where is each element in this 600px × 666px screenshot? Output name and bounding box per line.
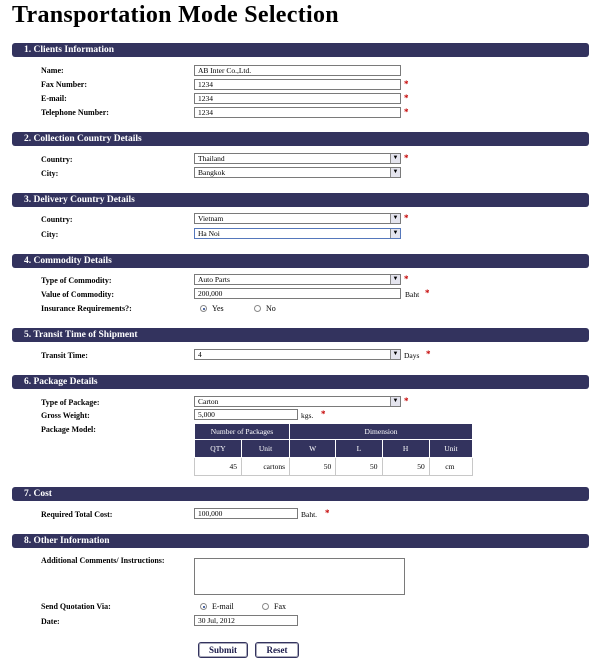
delivery-country-select[interactable]: Vietnam ▼	[194, 213, 401, 224]
section-header-package: 6. Package Details	[12, 375, 589, 389]
transit-time-select[interactable]: 4 ▼	[194, 349, 401, 360]
delivery-city-label: City:	[41, 230, 59, 239]
section-header-clients: 1. Clients Information	[12, 43, 589, 57]
comments-label: Additional Comments/ Instructions:	[41, 556, 165, 565]
fax-input[interactable]: 1234	[194, 79, 401, 90]
column-header: Unit	[429, 440, 472, 458]
required-marker: *	[425, 288, 430, 298]
section-header-cost: 7. Cost	[12, 487, 589, 501]
table-cell[interactable]: 50	[336, 458, 382, 476]
fax-label: Fax Number:	[41, 80, 87, 89]
insurance-yes-radio[interactable]	[200, 305, 207, 312]
total-cost-unit: Baht.	[301, 510, 318, 519]
collection-country-label: Country:	[41, 155, 73, 164]
chevron-down-icon[interactable]: ▼	[390, 275, 400, 284]
package-model-table	[194, 423, 473, 476]
email-input[interactable]: 1234	[194, 93, 401, 104]
delivery-country-label: Country:	[41, 215, 73, 224]
date-label: Date:	[41, 617, 60, 626]
telephone-input[interactable]: 1234	[194, 107, 401, 118]
delivery-city-select[interactable]: Ha Noi ▼	[194, 228, 401, 239]
required-marker: *	[426, 349, 431, 359]
section-header-collection: 2. Collection Country Details	[12, 132, 589, 146]
section-header-other: 8. Other Information	[12, 534, 589, 548]
commodity-value-input[interactable]: 200,000	[194, 288, 401, 299]
table-cell[interactable]: 50	[382, 458, 429, 476]
section-header-delivery: 3. Delivery Country Details	[12, 193, 589, 207]
insurance-no-label: No	[266, 304, 276, 313]
reset-button[interactable]: Reset	[255, 642, 299, 658]
table-cell[interactable]: 50	[290, 458, 336, 476]
collection-country-select[interactable]: Thailand ▼	[194, 153, 401, 164]
insurance-label: Insurance Requirements?:	[41, 304, 132, 313]
package-type-label: Type of Package:	[41, 398, 100, 407]
required-marker: *	[404, 213, 409, 223]
required-marker: *	[404, 153, 409, 163]
total-cost-input[interactable]: 100,000	[194, 508, 298, 519]
total-cost-label: Required Total Cost:	[41, 510, 113, 519]
table-cell[interactable]: cartons	[242, 458, 290, 476]
name-input[interactable]: AB Inter Co.,Ltd.	[194, 65, 401, 76]
email-label: E-mail:	[41, 94, 67, 103]
package-type-select[interactable]: Carton ▼	[194, 396, 401, 407]
chevron-down-icon[interactable]: ▼	[390, 154, 400, 163]
collection-city-select[interactable]: Bangkok ▼	[194, 167, 401, 178]
section-header-commodity: 4. Commodity Details	[12, 254, 589, 268]
required-marker: *	[404, 274, 409, 284]
submit-button[interactable]: Submit	[198, 642, 248, 658]
gross-weight-input[interactable]: 5,000	[194, 409, 298, 420]
column-header: H	[382, 440, 429, 458]
name-label: Name:	[41, 66, 64, 75]
insurance-yes-label: Yes	[212, 304, 224, 313]
transit-time-unit: Days	[404, 351, 420, 360]
column-header: W	[290, 440, 336, 458]
group-header: Dimension	[290, 424, 473, 440]
telephone-label: Telephone Number:	[41, 108, 109, 117]
send-email-radio[interactable]	[200, 603, 207, 610]
transit-time-label: Transit Time:	[41, 351, 88, 360]
gross-weight-label: Gross Weight:	[41, 411, 90, 420]
table-cell[interactable]: cm	[429, 458, 472, 476]
group-header: Number of Packages	[195, 424, 290, 440]
table-row	[195, 458, 473, 476]
table-cell[interactable]: 45	[195, 458, 242, 476]
required-marker: *	[325, 508, 330, 518]
send-fax-radio[interactable]	[262, 603, 269, 610]
commodity-value-unit: Baht	[405, 290, 420, 299]
collection-city-label: City:	[41, 169, 59, 178]
date-input[interactable]: 30 Jul, 2012	[194, 615, 298, 626]
chevron-down-icon[interactable]: ▼	[390, 214, 400, 223]
required-marker: *	[404, 107, 409, 117]
section-header-transit: 5. Transit Time of Shipment	[12, 328, 589, 342]
column-header: QTY	[195, 440, 242, 458]
column-header: L	[336, 440, 382, 458]
page-title: Transportation Mode Selection	[12, 2, 339, 28]
column-header: Unit	[242, 440, 290, 458]
chevron-down-icon[interactable]: ▼	[390, 397, 400, 406]
required-marker: *	[321, 409, 326, 419]
chevron-down-icon[interactable]: ▼	[390, 168, 400, 177]
chevron-down-icon[interactable]: ▼	[390, 229, 400, 238]
required-marker: *	[404, 396, 409, 406]
send-fax-label: Fax	[274, 602, 286, 611]
required-marker: *	[404, 79, 409, 89]
send-via-label: Send Quotation Via:	[41, 602, 111, 611]
chevron-down-icon[interactable]: ▼	[390, 350, 400, 359]
insurance-no-radio[interactable]	[254, 305, 261, 312]
gross-weight-unit: kgs.	[301, 411, 314, 420]
package-model-label: Package Model:	[41, 425, 96, 434]
comments-textarea[interactable]	[194, 558, 405, 595]
commodity-type-label: Type of Commodity:	[41, 276, 112, 285]
commodity-value-label: Value of Commodity:	[41, 290, 115, 299]
send-email-label: E-mail	[212, 602, 234, 611]
commodity-type-select[interactable]: Auto Parts ▼	[194, 274, 401, 285]
required-marker: *	[404, 93, 409, 103]
